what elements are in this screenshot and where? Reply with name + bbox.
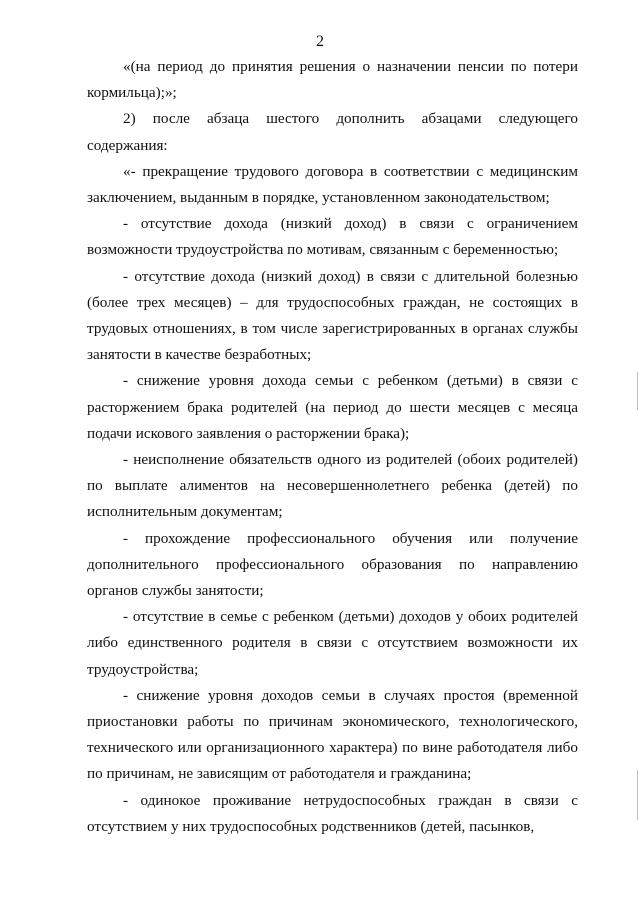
paragraph-pregnancy-income: - отсутствие дохода (низкий доход) в связи с ограничением возможности трудоустройства по мотивам, связанным с беременностью; [87, 215, 578, 259]
page-number: 2 [316, 33, 324, 50]
paragraph-no-parent-income: - отсутствие в семье с ребенком (детьми) доходов у обоих родителей либо единственного родителя в связи с отсутствием возможности их трудоустройства; [87, 608, 578, 678]
document-body [87, 54, 578, 840]
paragraph-termination-contract: «- прекращение трудового договора в соответствии с медицинским заключением, выданным в порядке, установленном законодательством; [87, 162, 578, 207]
paragraph-intro-quote: «(на период до принятия решения о назначении пенсии по потери кормильца);»; [87, 58, 578, 102]
paragraph-divorce-income: - снижение уровня дохода семьи с ребенком (детьми) в связи с расторжением брака родителей (на период до шести месяцев с месяца подачи искового заявления о расторжении брака); [87, 372, 578, 442]
scan-edge-mark [637, 770, 638, 820]
scan-edge-mark [637, 372, 638, 410]
paragraph-professional-training: - прохождение профессионального обучения или получение дополнительного профессионального образования по направлению органов службы занятости; [87, 529, 578, 600]
paragraph-lonely-living: - одинокое проживание нетрудоспособных граждан в связи с отсутствием у них трудоспособных родственников (детей, пасынков, [87, 791, 578, 835]
paragraph-alimony: - неисполнение обязательств одного из родителей (обоих родителей) по выплате алиментов на несовершеннолетнего ребенка (детей) по исполнительным документам; [87, 451, 578, 521]
paragraph-downtime: - снижение уровня доходов семьи в случаях простоя (временной приостановки работы по причинам экономического, технологического, технического или организационного характера) по вине работодателя либо по причинам, не зависящим от работодателя и гражданина; [87, 686, 578, 783]
paragraph-long-illness: - отсутствие дохода (низкий доход) в связи с длительной болезнью (более трех месяцев) – для трудоспособных граждан, не состоящих в трудовых отношениях, в том числе зарегистрированных в органах службы занятости в качестве безработных; [87, 267, 578, 364]
paragraph-item-2: 2) после абзаца шестого дополнить абзацами следующего содержания: [87, 110, 578, 154]
